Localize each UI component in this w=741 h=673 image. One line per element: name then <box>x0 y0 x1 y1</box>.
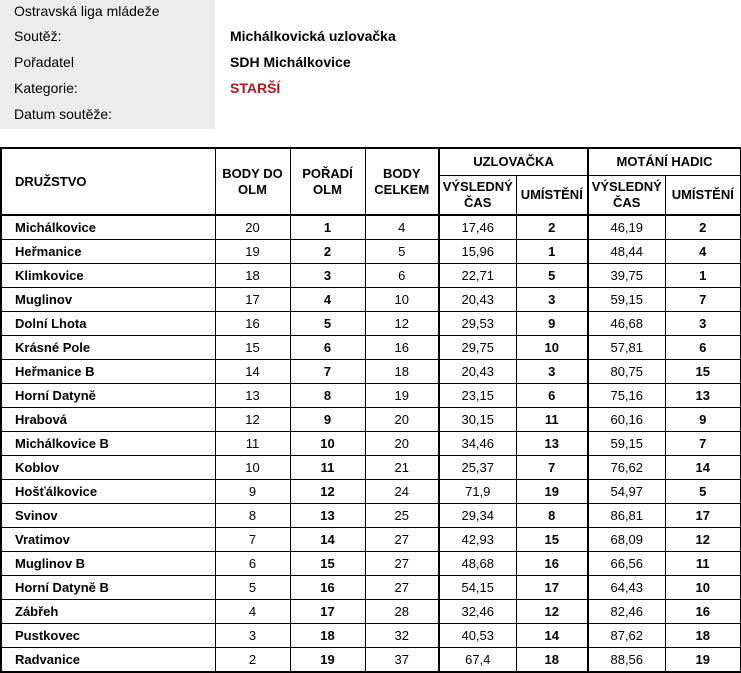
cell-points-olm: 20 <box>215 215 290 240</box>
table-row <box>1 480 741 504</box>
cell-hose-time: 46,19 <box>588 215 665 240</box>
cell-hose-time: 54,97 <box>588 480 665 504</box>
cell-knot-time: 54,15 <box>439 576 516 600</box>
header-knot-time: VÝSLEDNÝ ČAS <box>439 176 516 216</box>
cell-knot-time: 42,93 <box>439 528 516 552</box>
cell-team: Krásné Pole <box>1 336 215 360</box>
cell-points-total: 27 <box>365 528 439 552</box>
cell-hose-time: 66,56 <box>588 552 665 576</box>
cell-points-olm: 6 <box>215 552 290 576</box>
cell-points-total: 28 <box>365 600 439 624</box>
cell-rank-olm: 4 <box>290 288 365 312</box>
cell-points-olm: 5 <box>215 576 290 600</box>
cell-hose-place: 11 <box>665 552 741 576</box>
cell-team: Svinov <box>1 504 215 528</box>
header-points-olm: BODY DO OLM <box>215 148 290 215</box>
cell-rank-olm: 9 <box>290 408 365 432</box>
cell-knot-place: 2 <box>516 215 588 240</box>
table-row <box>1 264 741 288</box>
cell-points-olm: 3 <box>215 624 290 648</box>
cell-knot-time: 48,68 <box>439 552 516 576</box>
table-row <box>1 288 741 312</box>
table-row <box>1 456 741 480</box>
cell-knot-time: 20,43 <box>439 360 516 384</box>
cell-team: Hošťálkovice <box>1 480 215 504</box>
organizer-value: SDH Michálkovice <box>230 54 351 70</box>
cell-hose-place: 5 <box>665 480 741 504</box>
competition-value: Michálkovická uzlovačka <box>230 28 396 44</box>
cell-knot-time: 29,75 <box>439 336 516 360</box>
cell-points-total: 18 <box>365 360 439 384</box>
cell-points-olm: 18 <box>215 264 290 288</box>
table-row <box>1 576 741 600</box>
info-row-competition <box>0 25 741 50</box>
cell-points-olm: 17 <box>215 288 290 312</box>
cell-points-total: 19 <box>365 384 439 408</box>
table-row <box>1 384 741 408</box>
cell-rank-olm: 12 <box>290 480 365 504</box>
cell-hose-time: 82,46 <box>588 600 665 624</box>
cell-team: Muglinov B <box>1 552 215 576</box>
cell-points-total: 16 <box>365 336 439 360</box>
cell-points-olm: 13 <box>215 384 290 408</box>
cell-knot-time: 23,15 <box>439 384 516 408</box>
cell-points-olm: 8 <box>215 504 290 528</box>
cell-knot-place: 8 <box>516 504 588 528</box>
cell-rank-olm: 18 <box>290 624 365 648</box>
cell-team: Vratimov <box>1 528 215 552</box>
cell-team: Klimkovice <box>1 264 215 288</box>
cell-team: Muglinov <box>1 288 215 312</box>
cell-hose-place: 2 <box>665 215 741 240</box>
cell-team: Horní Datyně <box>1 384 215 408</box>
table-row <box>1 360 741 384</box>
cell-knot-place: 11 <box>516 408 588 432</box>
cell-team: Pustkovec <box>1 624 215 648</box>
cell-points-olm: 2 <box>215 648 290 673</box>
cell-knot-time: 29,34 <box>439 504 516 528</box>
cell-rank-olm: 13 <box>290 504 365 528</box>
cell-hose-place: 15 <box>665 360 741 384</box>
cell-points-total: 12 <box>365 312 439 336</box>
cell-points-olm: 14 <box>215 360 290 384</box>
header-hose-time: VÝSLEDNÝ ČAS <box>588 176 665 216</box>
cell-knot-time: 30,15 <box>439 408 516 432</box>
cell-points-total: 32 <box>365 624 439 648</box>
cell-points-total: 4 <box>365 215 439 240</box>
cell-knot-place: 16 <box>516 552 588 576</box>
info-row-organizer <box>0 51 741 76</box>
cell-rank-olm: 17 <box>290 600 365 624</box>
table-row <box>1 648 741 673</box>
cell-points-total: 25 <box>365 504 439 528</box>
info-row-category <box>0 77 741 102</box>
cell-hose-place: 1 <box>665 264 741 288</box>
cell-knot-time: 40,53 <box>439 624 516 648</box>
table-row <box>1 240 741 264</box>
cell-rank-olm: 2 <box>290 240 365 264</box>
cell-knot-place: 3 <box>516 288 588 312</box>
cell-hose-time: 60,16 <box>588 408 665 432</box>
header-row-top <box>1 148 741 176</box>
table-row <box>1 552 741 576</box>
cell-rank-olm: 14 <box>290 528 365 552</box>
cell-rank-olm: 8 <box>290 384 365 408</box>
header-team: DRUŽSTVO <box>1 148 215 215</box>
cell-team: Heřmanice <box>1 240 215 264</box>
cell-hose-place: 18 <box>665 624 741 648</box>
cell-hose-place: 7 <box>665 432 741 456</box>
header-points-total: BODY CELKEM <box>365 148 439 215</box>
cell-knot-place: 10 <box>516 336 588 360</box>
table-body <box>1 215 741 672</box>
cell-hose-place: 16 <box>665 600 741 624</box>
header-hose-place: UMÍSTĚNÍ <box>665 176 741 216</box>
results-table <box>0 147 741 673</box>
cell-team: Dolní Lhota <box>1 312 215 336</box>
cell-hose-time: 39,75 <box>588 264 665 288</box>
cell-hose-time: 87,62 <box>588 624 665 648</box>
cell-knot-place: 3 <box>516 360 588 384</box>
cell-team: Radvanice <box>1 648 215 673</box>
cell-hose-time: 75,16 <box>588 384 665 408</box>
cell-points-olm: 19 <box>215 240 290 264</box>
cell-knot-time: 20,43 <box>439 288 516 312</box>
cell-knot-time: 25,37 <box>439 456 516 480</box>
cell-knot-time: 17,46 <box>439 215 516 240</box>
cell-hose-time: 57,81 <box>588 336 665 360</box>
cell-hose-place: 9 <box>665 408 741 432</box>
cell-rank-olm: 16 <box>290 576 365 600</box>
table-row <box>1 312 741 336</box>
cell-knot-place: 13 <box>516 432 588 456</box>
competition-label: Soutěž: <box>14 28 62 44</box>
table-row <box>1 624 741 648</box>
cell-hose-time: 88,56 <box>588 648 665 673</box>
cell-knot-place: 6 <box>516 384 588 408</box>
cell-hose-place: 19 <box>665 648 741 673</box>
cell-knot-place: 7 <box>516 456 588 480</box>
cell-rank-olm: 15 <box>290 552 365 576</box>
cell-hose-time: 80,75 <box>588 360 665 384</box>
cell-hose-time: 86,81 <box>588 504 665 528</box>
cell-points-olm: 4 <box>215 600 290 624</box>
organizer-label: Pořadatel <box>14 54 74 70</box>
cell-knot-place: 14 <box>516 624 588 648</box>
cell-points-total: 37 <box>365 648 439 673</box>
cell-team: Zábřeh <box>1 600 215 624</box>
cell-knot-place: 1 <box>516 240 588 264</box>
header-knot-place: UMÍSTĚNÍ <box>516 176 588 216</box>
category-label: Kategorie: <box>14 80 78 96</box>
cell-points-olm: 10 <box>215 456 290 480</box>
table-row <box>1 408 741 432</box>
cell-points-total: 27 <box>365 576 439 600</box>
cell-points-total: 27 <box>365 552 439 576</box>
cell-knot-place: 15 <box>516 528 588 552</box>
info-row-league <box>0 0 741 25</box>
cell-rank-olm: 10 <box>290 432 365 456</box>
header-group-hoses: MOTÁNÍ HADIC <box>588 148 741 176</box>
cell-points-olm: 9 <box>215 480 290 504</box>
cell-hose-time: 76,62 <box>588 456 665 480</box>
cell-rank-olm: 5 <box>290 312 365 336</box>
cell-knot-place: 17 <box>516 576 588 600</box>
cell-knot-place: 19 <box>516 480 588 504</box>
cell-hose-place: 17 <box>665 504 741 528</box>
cell-points-olm: 12 <box>215 408 290 432</box>
cell-hose-time: 48,44 <box>588 240 665 264</box>
table-row <box>1 600 741 624</box>
cell-points-olm: 7 <box>215 528 290 552</box>
cell-knot-time: 22,71 <box>439 264 516 288</box>
cell-knot-time: 34,46 <box>439 432 516 456</box>
cell-points-total: 24 <box>365 480 439 504</box>
cell-team: Michálkovice <box>1 215 215 240</box>
cell-rank-olm: 3 <box>290 264 365 288</box>
cell-hose-place: 14 <box>665 456 741 480</box>
cell-knot-time: 32,46 <box>439 600 516 624</box>
cell-team: Horní Datyně B <box>1 576 215 600</box>
cell-points-total: 20 <box>365 408 439 432</box>
table-row <box>1 504 741 528</box>
cell-hose-place: 10 <box>665 576 741 600</box>
info-row-date <box>0 103 741 128</box>
table-row <box>1 336 741 360</box>
cell-hose-place: 7 <box>665 288 741 312</box>
cell-knot-place: 9 <box>516 312 588 336</box>
cell-hose-time: 68,09 <box>588 528 665 552</box>
cell-points-total: 21 <box>365 456 439 480</box>
header-rank-olm: POŘADÍ OLM <box>290 148 365 215</box>
cell-points-olm: 15 <box>215 336 290 360</box>
cell-rank-olm: 7 <box>290 360 365 384</box>
cell-points-total: 10 <box>365 288 439 312</box>
cell-hose-time: 46,68 <box>588 312 665 336</box>
category-value: STARŠÍ <box>230 80 281 96</box>
cell-points-total: 20 <box>365 432 439 456</box>
date-label: Datum soutěže: <box>14 106 113 122</box>
cell-hose-time: 64,43 <box>588 576 665 600</box>
cell-points-olm: 11 <box>215 432 290 456</box>
cell-team: Heřmanice B <box>1 360 215 384</box>
league-name: Ostravská liga mládeže <box>14 3 160 19</box>
cell-team: Michálkovice B <box>1 432 215 456</box>
cell-team: Hrabová <box>1 408 215 432</box>
table-row <box>1 432 741 456</box>
cell-hose-place: 12 <box>665 528 741 552</box>
header-group-knots: UZLOVAČKA <box>439 148 588 176</box>
cell-hose-place: 3 <box>665 312 741 336</box>
cell-hose-place: 6 <box>665 336 741 360</box>
cell-hose-time: 59,15 <box>588 432 665 456</box>
cell-knot-time: 71,9 <box>439 480 516 504</box>
cell-knot-time: 29,53 <box>439 312 516 336</box>
cell-knot-time: 15,96 <box>439 240 516 264</box>
table-row <box>1 528 741 552</box>
cell-knot-place: 12 <box>516 600 588 624</box>
table-row <box>1 215 741 240</box>
cell-points-olm: 16 <box>215 312 290 336</box>
cell-points-total: 6 <box>365 264 439 288</box>
cell-rank-olm: 19 <box>290 648 365 673</box>
cell-knot-place: 5 <box>516 264 588 288</box>
cell-points-total: 5 <box>365 240 439 264</box>
cell-hose-place: 4 <box>665 240 741 264</box>
cell-team: Koblov <box>1 456 215 480</box>
cell-rank-olm: 11 <box>290 456 365 480</box>
cell-rank-olm: 6 <box>290 336 365 360</box>
table-header <box>1 148 741 215</box>
cell-hose-time: 59,15 <box>588 288 665 312</box>
cell-rank-olm: 1 <box>290 215 365 240</box>
cell-knot-place: 18 <box>516 648 588 673</box>
cell-knot-time: 67,4 <box>439 648 516 673</box>
cell-hose-place: 13 <box>665 384 741 408</box>
